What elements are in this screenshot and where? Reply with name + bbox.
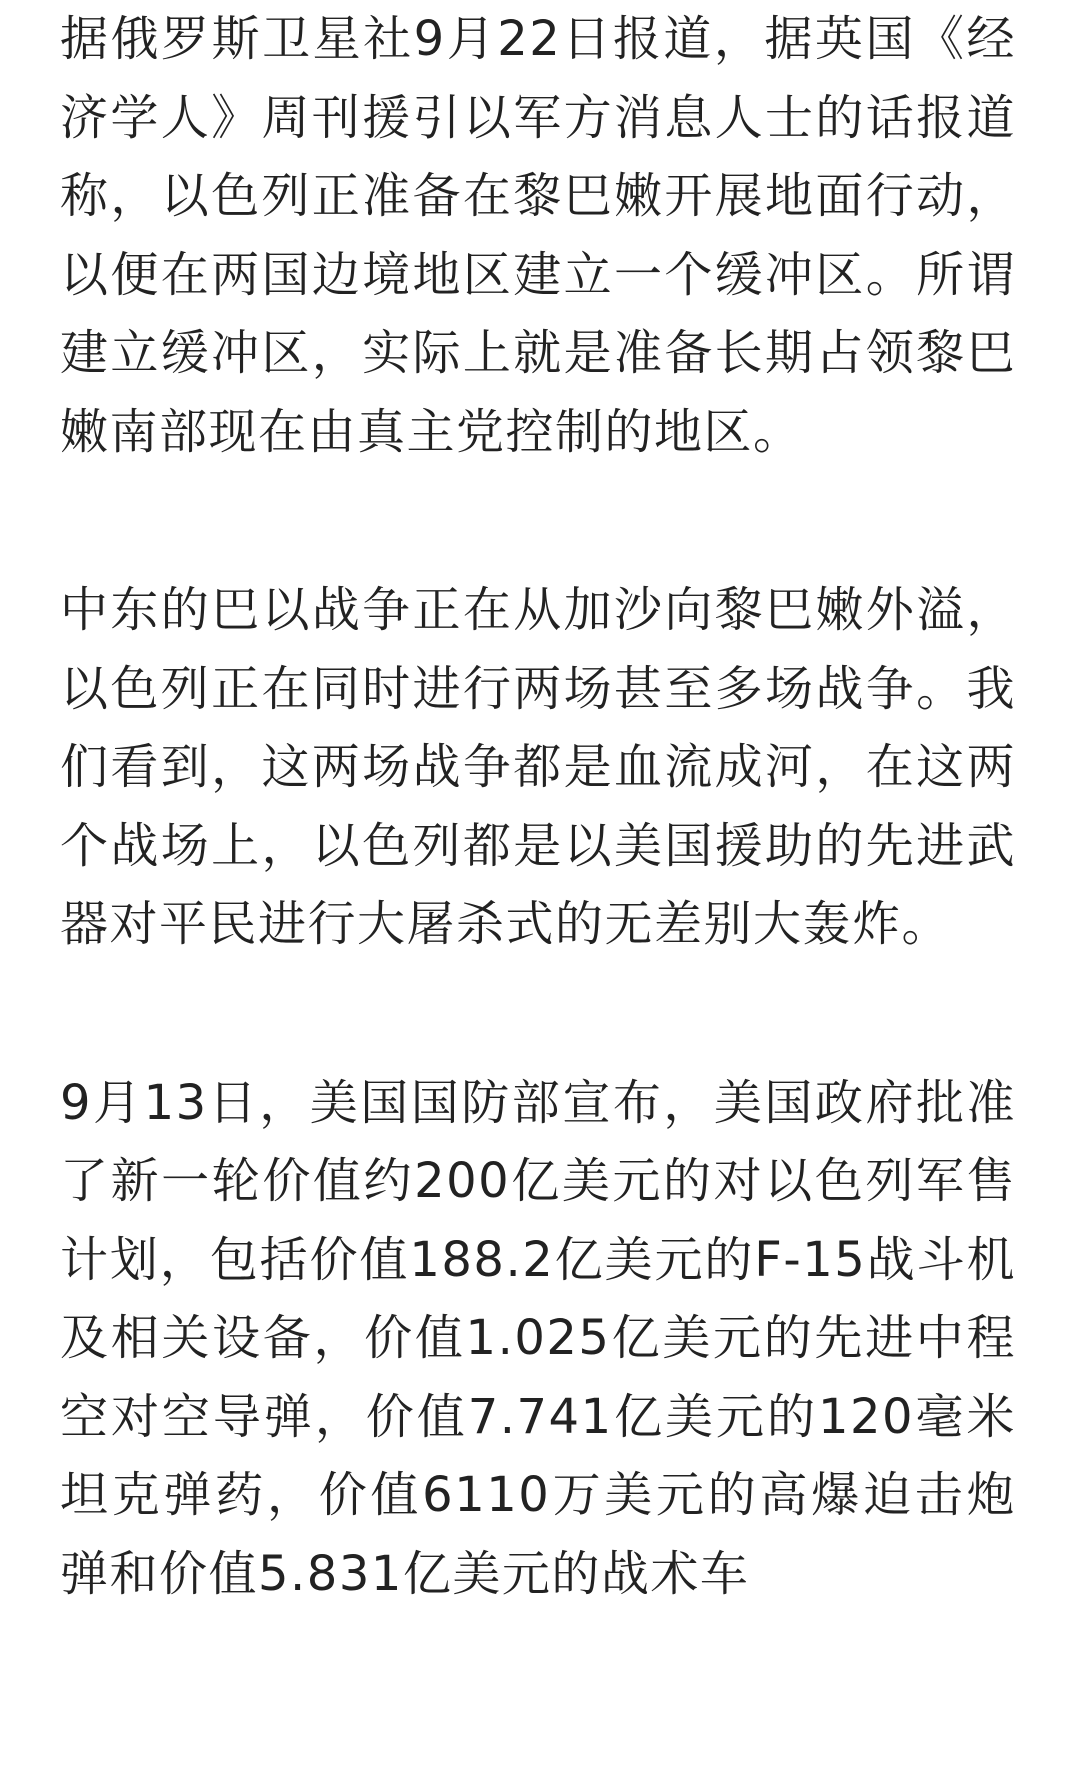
article-paragraph-3: 9月13日，美国国防部宣布，美国政府批准了新一轮价值约200亿美元的对以色列军售计划，包括价值188.2亿美元的F-15战斗机及相关设备，价值1.025亿美元的先进中程空对空导弹，价值7.741亿美元的120毫米坦克弹药，价值6110万美元的高爆迫击炮弹和价值5.831亿美元的战术车 [60,1074,1016,1602]
article-paragraph-1: 据俄罗斯卫星社9月22日报道，据英国《经济学人》周刊援引以军方消息人士的话报道称，以色列正准备在黎巴嫩开展地面行动，以便在两国边境地区建立一个缓冲区。所谓建立缓冲区，实际上就是准备长期占领黎巴嫩南部现在由真主党控制的地区。 [60,11,1016,460]
bottom-edge [0,1753,1080,1771]
article-paragraph-2: 中东的巴以战争正在从加沙向黎巴嫩外溢，以色列正在同时进行两场甚至多场战争。我们看到，这两场战争都是血流成河，在这两个战场上，以色列都是以美国援助的先进武器对平民进行大屠杀式的无差别大轰炸。 [60,582,1016,952]
article-body [60,0,1016,1613]
